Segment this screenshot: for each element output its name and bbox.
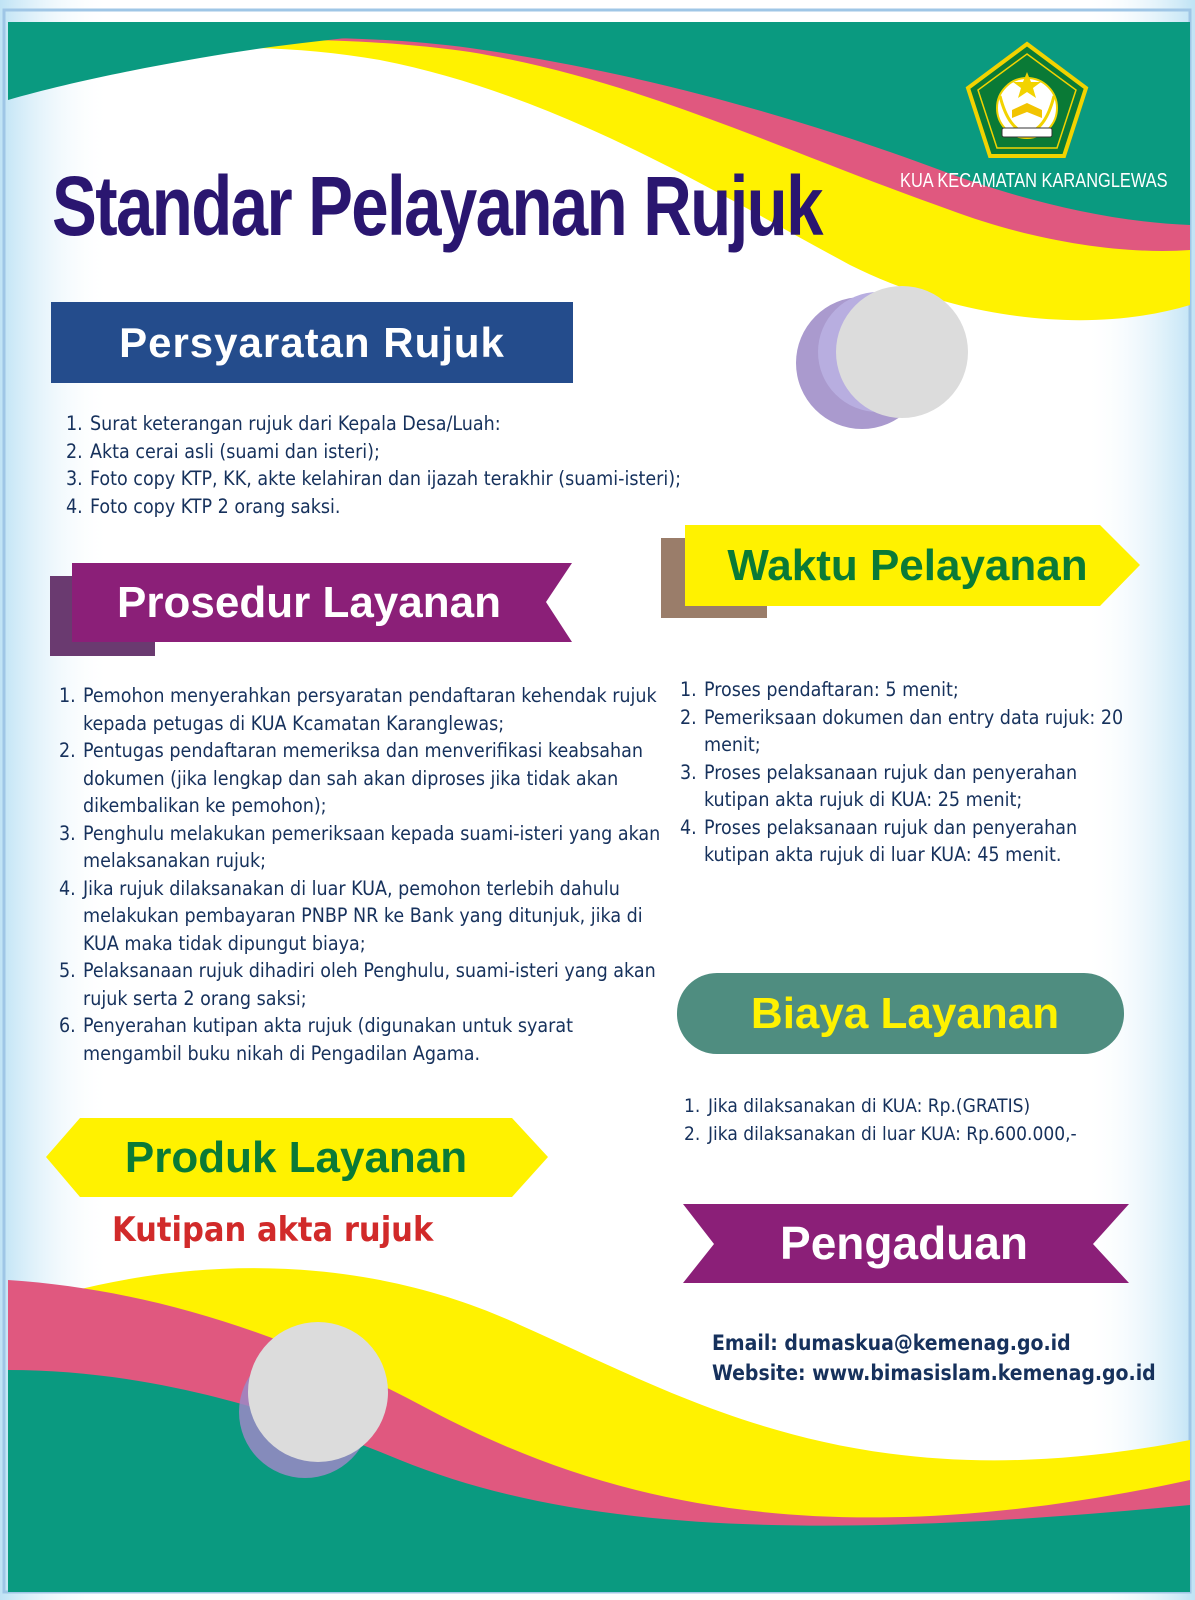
persyaratan-heading: Persyaratan Rujuk	[119, 319, 505, 366]
list-item: Surat keterangan rujuk dari Kepala Desa/Luah:	[90, 412, 501, 435]
biaya-heading: Biaya Layanan	[750, 989, 1060, 1038]
list-item: Pentugas pendaftaran memeriksa dan menverifikasi keabsahan dokumen (jika lengkap dan sah akan diproses jika tidak akan dikembalikan ke pemohon);	[83, 739, 644, 817]
pengaduan-heading: Pengaduan	[780, 1217, 1028, 1269]
contact-website: Website: www.bimasislam.kemenag.go.id	[712, 1361, 1156, 1385]
list-item: Proses pelaksanaan rujuk dan penyerahan kutipan akta rujuk di KUA: 25 menit;	[704, 760, 1078, 811]
biaya-list	[684, 1093, 1154, 1148]
list-item: Penyerahan kutipan akta rujuk (digunakan untuk syarat mengambil buku nikah di Pengadilan Agama.	[83, 1014, 573, 1065]
produk-heading: Produk Layanan	[124, 1133, 468, 1182]
waktu-heading: Waktu Pelayanan	[727, 541, 1088, 590]
list-item: Proses pelaksanaan rujuk dan penyerahan kutipan akta rujuk di luar KUA: 45 menit.	[704, 815, 1078, 866]
list-item: Pelaksanaan rujuk dihadiri oleh Penghulu, suami-isteri yang akan rujuk serta 2 orang saksi;	[83, 959, 656, 1010]
persyaratan-list	[66, 410, 846, 520]
contact-email: Email: dumaskua@kemenag.go.id	[712, 1331, 1071, 1355]
list-item: Jika dilaksanakan di luar KUA: Rp.600.000,-	[708, 1122, 1077, 1145]
page-title: Standar Pelayanan Rujuk	[52, 159, 822, 253]
prosedur-list	[59, 682, 664, 1067]
organization-name: KUA KECAMATAN KARANGLEWAS	[900, 170, 1168, 192]
waktu-list	[680, 676, 1140, 869]
list-item: Pemohon menyerahkan persyaratan pendaftaran kehendak rujuk kepada petugas di KUA Kcamatan Karanglewas;	[83, 684, 657, 735]
prosedur-heading: Prosedur Layanan	[117, 578, 501, 627]
list-item: Akta cerai asli (suami dan isteri);	[90, 439, 380, 463]
list-item: Pemeriksaan dokumen dan entry data rujuk: 20 menit;	[704, 705, 1124, 756]
list-item: Foto copy KTP 2 orang saksi.	[90, 494, 341, 518]
list-item: Proses pendaftaran: 5 menit;	[704, 678, 959, 701]
list-item: Jika rujuk dilaksanakan di luar KUA, pemohon terlebih dahulu melakukan pembayaran PNBP NR ke Bank yang ditunjuk, jika di KUA maka tidak dipungut biaya;	[83, 876, 643, 955]
produk-value: Kutipan akta rujuk	[112, 1210, 434, 1250]
list-item: Jika dilaksanakan di KUA: Rp.(GRATIS)	[708, 1095, 1031, 1117]
list-item: Foto copy KTP, KK, akte kelahiran dan ijazah terakhir (suami-isteri);	[90, 467, 681, 490]
list-item: Penghulu melakukan pemeriksaan kepada suami-isteri yang akan melaksanakan rujuk;	[83, 821, 661, 872]
